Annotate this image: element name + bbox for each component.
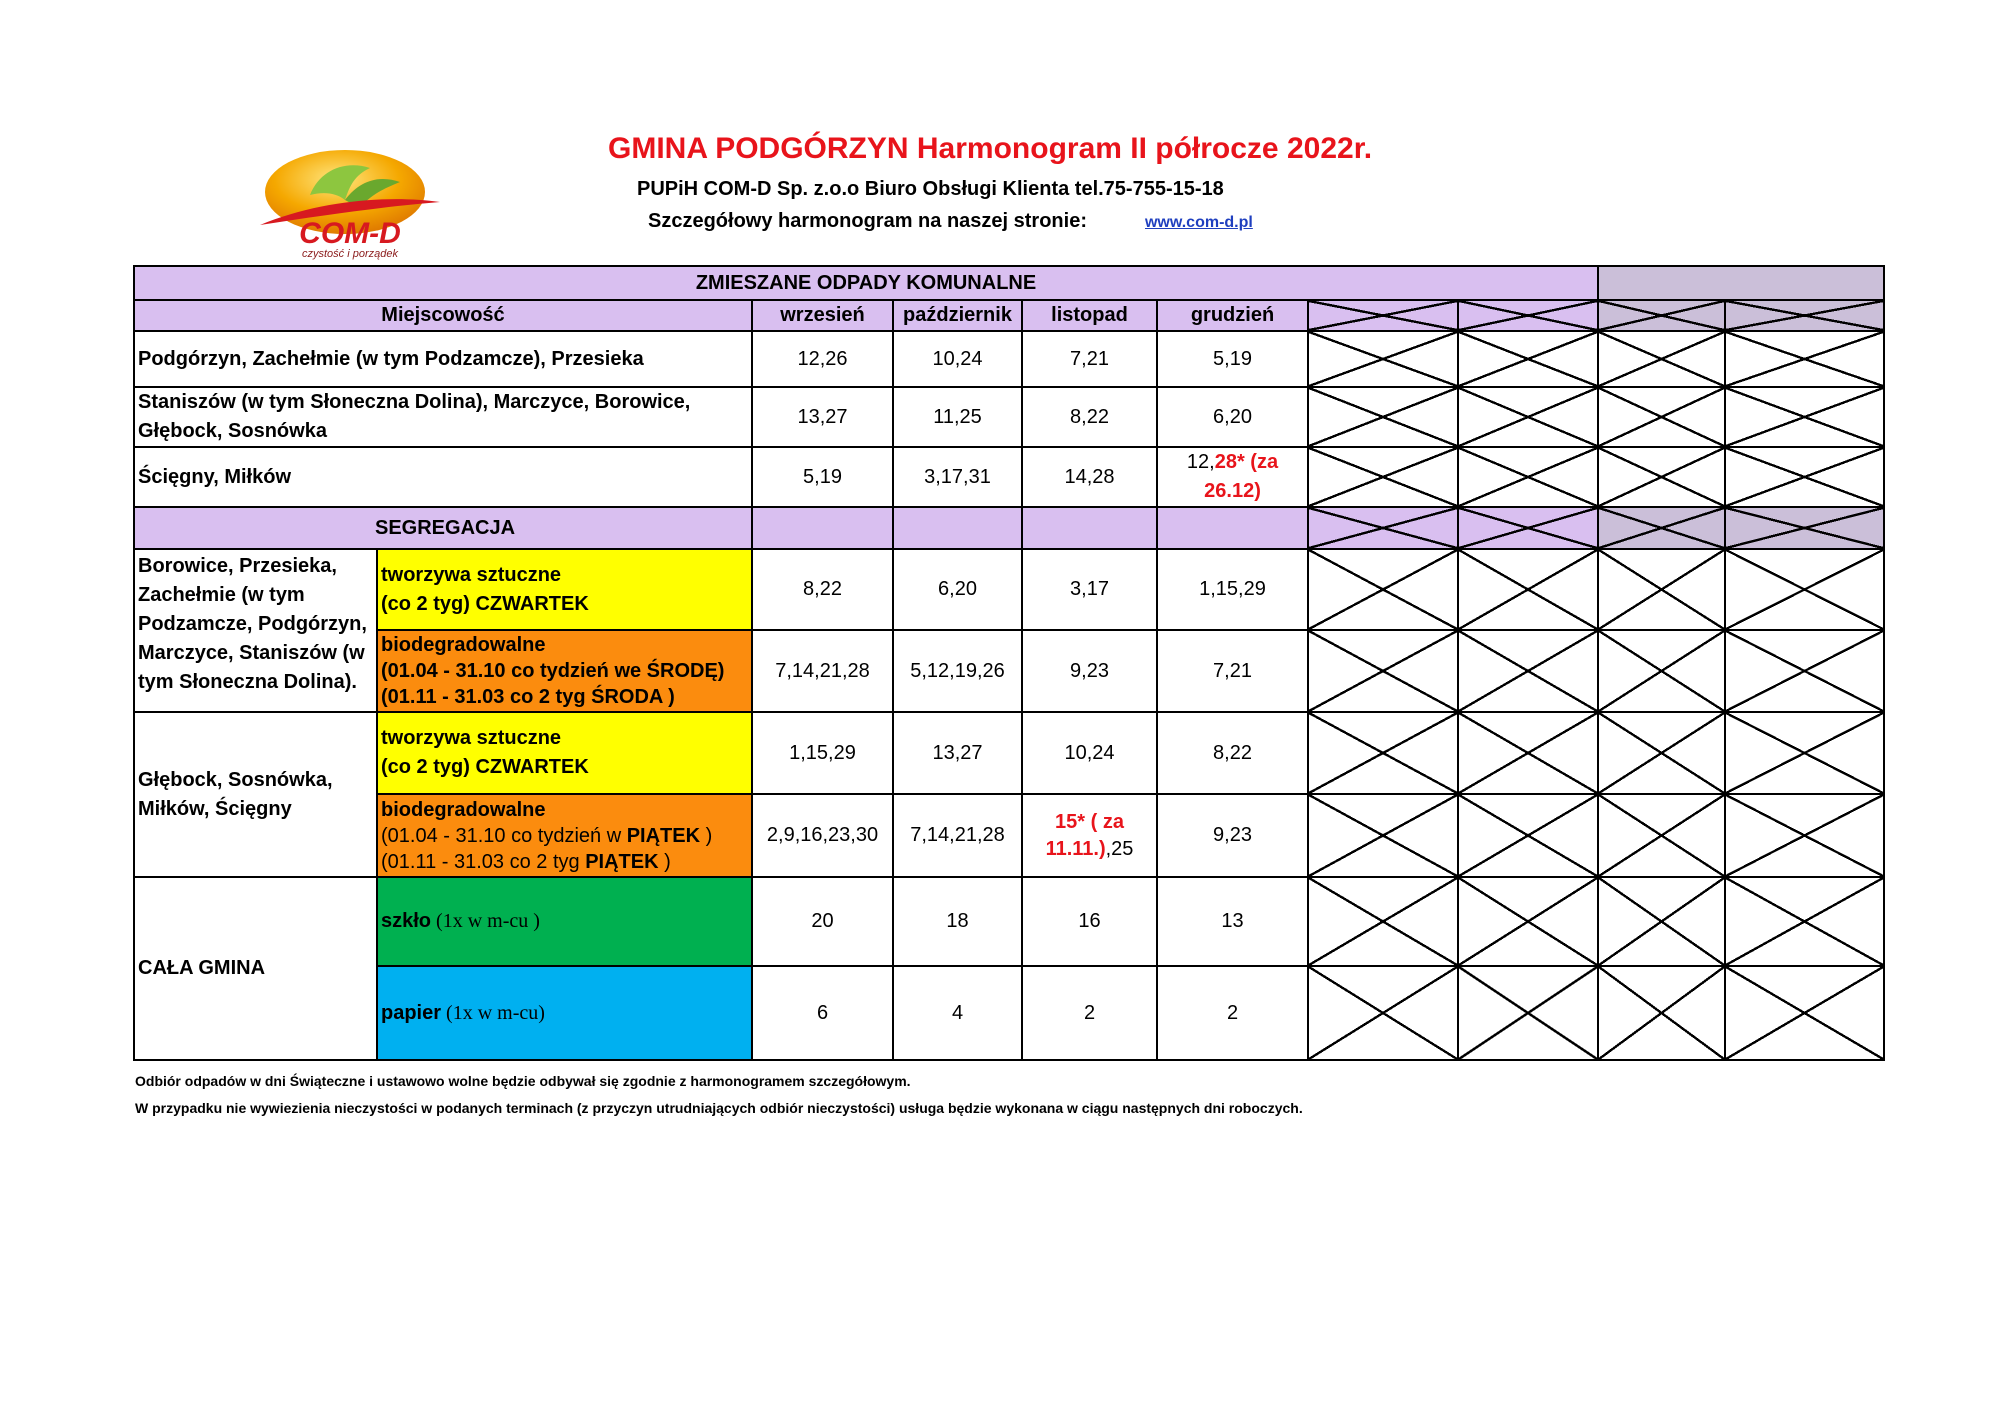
date-cell: 1,15,29 <box>1157 549 1308 630</box>
crossed-cell <box>1458 387 1598 447</box>
date-cell: 10,24 <box>893 331 1022 387</box>
website-link[interactable]: www.com-d.pl <box>1144 214 1253 231</box>
date-cell: 6,20 <box>1157 387 1308 447</box>
crossed-cell <box>1725 387 1884 447</box>
crossed-cell <box>1598 712 1725 794</box>
table-row <box>134 630 1884 712</box>
table-row <box>134 447 1884 507</box>
crossed-cell <box>1725 630 1884 712</box>
place-cell: CAŁA GMINA <box>134 877 377 1060</box>
header-blank <box>1022 507 1157 549</box>
date-cell: 2 <box>1022 966 1157 1060</box>
place-cell: Staniszów (w tym Słoneczna Dolina), Marczyce, Borowice, Głębock, Sosnówka <box>134 387 752 447</box>
table-row <box>134 331 1884 387</box>
website-line: Szczegółowy harmonogram na naszej stronie: www.com-d.pl <box>648 210 1253 232</box>
month-header: grudzień <box>1157 300 1308 331</box>
section-title-mixed: ZMIESZANE ODPADY KOMUNALNE <box>134 266 1598 300</box>
month-header: październik <box>893 300 1022 331</box>
table-row <box>134 387 1884 447</box>
date-cell: 8,22 <box>1157 712 1308 794</box>
crossed-cell <box>1725 300 1884 331</box>
date-cell: 7,14,21,28 <box>752 630 893 712</box>
date-cell-december: 12,28* (za 26.12) <box>1157 447 1308 507</box>
header-blank <box>1157 507 1308 549</box>
date-cell: 7,14,21,28 <box>893 794 1022 877</box>
table-row <box>134 549 1884 630</box>
section-header-mixed <box>134 266 1884 300</box>
crossed-cell <box>1308 712 1458 794</box>
date-cell: 9,23 <box>1157 794 1308 877</box>
date-cell: 7,21 <box>1022 331 1157 387</box>
svg-text:czystość i porządek: czystość i porządek <box>302 248 398 260</box>
place-cell: Głębock, Sosnówka, Miłków, Ścięgny <box>134 712 377 877</box>
crossed-cell <box>1308 507 1458 549</box>
waste-type-plastic: tworzywa sztuczne (co 2 tyg) CZWARTEK <box>377 712 752 794</box>
crossed-cell <box>1458 966 1598 1060</box>
date-cell: 13 <box>1157 877 1308 966</box>
section-header-segregation <box>134 507 1884 549</box>
month-header: wrzesień <box>752 300 893 331</box>
crossed-cell <box>1598 630 1725 712</box>
crossed-cell <box>1725 549 1884 630</box>
date-cell-november: 15* ( za 11.11.),25 <box>1022 794 1157 877</box>
date-cell: 5,19 <box>1157 331 1308 387</box>
footnote: Odbiór odpadów w dni Świąteczne i ustawowo wolne będzie odbywał się zgodnie z harmonogramem szczegółowym. <box>135 1073 911 1089</box>
date-cell: 13,27 <box>893 712 1022 794</box>
crossed-cell <box>1308 794 1458 877</box>
crossed-cell <box>1458 877 1598 966</box>
crossed-cell <box>1458 630 1598 712</box>
date-cell: 8,22 <box>1022 387 1157 447</box>
place-column-header: Miejscowość <box>134 300 752 331</box>
date-cell: 20 <box>752 877 893 966</box>
place-cell: Podgórzyn, Zachełmie (w tym Podzamcze), Przesieka <box>134 331 752 387</box>
crossed-cell <box>1458 712 1598 794</box>
header-blank <box>752 507 893 549</box>
waste-type-bio: biodegradowalne (01.04 - 31.10 co tydzień w PIĄTEK ) (01.11 - 31.03 co 2 tyg PIĄTEK ) <box>377 794 752 877</box>
crossed-cell <box>1598 794 1725 877</box>
waste-type-bio: biodegradowalne (01.04 - 31.10 co tydzień we ŚRODĘ) (01.11 - 31.03 co 2 tyg ŚRODA ) <box>377 630 752 712</box>
crossed-cell <box>1598 877 1725 966</box>
crossed-cell <box>1725 331 1884 387</box>
table-row <box>134 794 1884 877</box>
crossed-cell <box>1308 300 1458 331</box>
crossed-cell <box>1725 447 1884 507</box>
page-title: GMINA PODGÓRZYN Harmonogram II półrocze 2022r. <box>608 132 1373 165</box>
crossed-cell <box>1308 549 1458 630</box>
holiday-note: 28* (za 26.12) <box>1204 451 1279 502</box>
crossed-cell <box>1458 447 1598 507</box>
schedule-table <box>133 265 1885 1061</box>
table-row <box>134 966 1884 1060</box>
table-row <box>134 712 1884 794</box>
date-cell: 5,19 <box>752 447 893 507</box>
crossed-cell <box>1725 877 1884 966</box>
crossed-cell <box>1725 966 1884 1060</box>
crossed-cell <box>1458 331 1598 387</box>
date-cell: 12,26 <box>752 331 893 387</box>
waste-type-plastic: tworzywa sztuczne (co 2 tyg) CZWARTEK <box>377 549 752 630</box>
place-cell: Borowice, Przesieka, Zachełmie (w tym Podzamcze, Podgórzyn, Marczyce, Staniszów (w tym Słoneczna Dolina). <box>134 549 377 712</box>
place-cell: Ścięgny, Miłków <box>134 447 752 507</box>
crossed-cell <box>1598 507 1725 549</box>
table-row <box>134 877 1884 966</box>
waste-type-paper: papier (1x w m-cu) <box>377 966 752 1060</box>
crossed-cell <box>1725 712 1884 794</box>
crossed-cell <box>1598 966 1725 1060</box>
month-header: listopad <box>1022 300 1157 331</box>
crossed-cell <box>1458 300 1598 331</box>
date-cell: 8,22 <box>752 549 893 630</box>
crossed-cell <box>1308 877 1458 966</box>
footnote: W przypadku nie wywiezienia nieczystości w podanych terminach (z przyczyn utrudniających odbiór nieczystości) usługa będzie wykonana w ciągu następnych dni roboczych. <box>135 1100 1303 1116</box>
waste-type-glass: szkło (1x w m-cu ) <box>377 877 752 966</box>
crossed-cell <box>1308 630 1458 712</box>
date-cell: 2 <box>1157 966 1308 1060</box>
crossed-cell <box>1308 447 1458 507</box>
date-cell: 9,23 <box>1022 630 1157 712</box>
date-cell: 1,15,29 <box>752 712 893 794</box>
date-cell: 18 <box>893 877 1022 966</box>
month-header-row <box>134 300 1884 331</box>
header-blank <box>893 507 1022 549</box>
crossed-cell <box>1308 966 1458 1060</box>
svg-text:COM-D: COM-D <box>299 217 401 250</box>
date-cell: 3,17 <box>1022 549 1157 630</box>
crossed-cell <box>1308 387 1458 447</box>
date-cell: 13,27 <box>752 387 893 447</box>
date-cell: 4 <box>893 966 1022 1060</box>
contact-line: PUPiH COM-D Sp. z.o.o Biuro Obsługi Klienta tel.75-755-15-18 <box>637 178 1224 200</box>
crossed-cell <box>1598 447 1725 507</box>
crossed-cell <box>1725 794 1884 877</box>
crossed-cell <box>1308 331 1458 387</box>
date-cell: 7,21 <box>1157 630 1308 712</box>
date-cell: 2,9,16,23,30 <box>752 794 893 877</box>
date-cell: 3,17,31 <box>893 447 1022 507</box>
date-cell: 6,20 <box>893 549 1022 630</box>
section-title-segregation: SEGREGACJA <box>134 507 752 549</box>
holiday-note: 15* ( za 11.11.) <box>1045 810 1124 860</box>
crossed-cell <box>1598 549 1725 630</box>
crossed-cell <box>1458 507 1598 549</box>
date-cell: 10,24 <box>1022 712 1157 794</box>
date-cell: 11,25 <box>893 387 1022 447</box>
header-blank <box>1598 266 1884 300</box>
crossed-cell <box>1598 300 1725 331</box>
date-cell: 16 <box>1022 877 1157 966</box>
date-cell: 6 <box>752 966 893 1060</box>
crossed-cell <box>1458 794 1598 877</box>
crossed-cell <box>1725 507 1884 549</box>
crossed-cell <box>1598 387 1725 447</box>
crossed-cell <box>1458 549 1598 630</box>
date-cell: 5,12,19,26 <box>893 630 1022 712</box>
crossed-cell <box>1598 331 1725 387</box>
date-cell: 14,28 <box>1022 447 1157 507</box>
